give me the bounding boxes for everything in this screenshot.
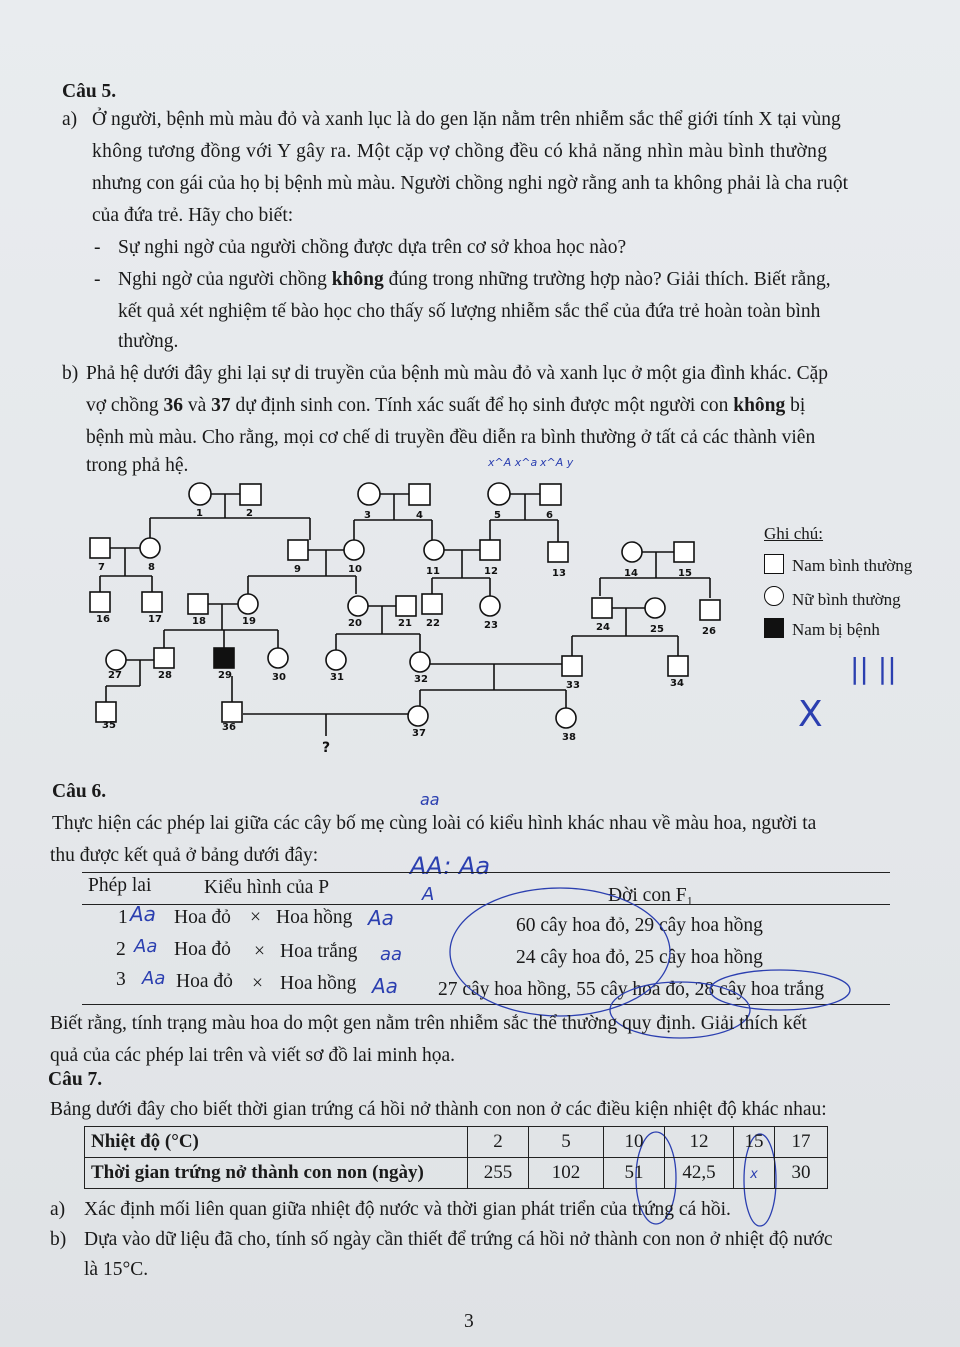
page-number: 3: [464, 1311, 474, 1332]
temp-cell: 17: [775, 1127, 828, 1158]
handwritten-r3-left: Aa: [142, 968, 166, 989]
id-16: 16: [96, 614, 110, 625]
row1-number: 1: [118, 907, 128, 928]
id-10: 10: [348, 564, 362, 575]
days-cell: [734, 1158, 775, 1189]
handwritten-cross: X: [798, 694, 823, 735]
id-34: 34: [670, 678, 684, 689]
id-3: 3: [364, 510, 371, 521]
q5b-line-2: vợ chồng 36 và 37 dự định sinh con. Tính xác suất để họ sinh được một người con không bị: [86, 395, 806, 416]
legend-male-normal: Nam bình thường: [792, 556, 913, 575]
id-33: 33: [566, 680, 580, 691]
handwritten-r2-left: Aa: [134, 936, 158, 957]
temp-cell: 15: [734, 1127, 775, 1158]
row2-cross: ×: [254, 941, 265, 962]
row3-number: 3: [116, 969, 126, 990]
id-35: 35: [102, 720, 116, 731]
q6-after-line-1: Biết rằng, tính trạng màu hoa do một gen nằm trên nhiễm sắc thể thường quy định. Giải thích kết: [50, 1013, 807, 1034]
handwritten-AA-Aa: AA: Aa: [410, 852, 491, 880]
question-7-title: Câu 7.: [48, 1069, 103, 1090]
col-header-parents: Kiểu hình của P: [204, 877, 330, 898]
id-13: 13: [552, 568, 566, 579]
id-5: 5: [494, 510, 501, 521]
row3-parent1: Hoa đỏ: [176, 971, 233, 992]
col-header-cross: Phép lai: [88, 875, 152, 896]
q7-part-a-label: a): [50, 1199, 66, 1220]
id-38: 38: [562, 732, 576, 743]
days-cell: 42,5: [665, 1158, 734, 1189]
row3-cross: ×: [252, 973, 263, 994]
handwritten-marks: || ||: [850, 652, 897, 685]
id-19: 19: [242, 616, 256, 627]
q7-part-b-line-1: Dựa vào dữ liệu đã cho, tính số ngày cần thiết để trứng cá hồi nở thành con non ở nhiệt độ nước: [84, 1229, 833, 1250]
handwritten-A: A: [422, 884, 435, 905]
q5a-line-1: Ở người, bệnh mù màu đỏ và xanh lục là do gen lặn nằm trên nhiễm sắc thể giới tính X tại vùng: [92, 109, 841, 130]
row1-cross: ×: [250, 907, 261, 928]
row3-offspring: 27 cây hoa hồng, 55 cây hoa đỏ, 28 cây hoa trắng: [438, 979, 825, 1000]
id-12: 12: [484, 566, 498, 577]
id-7: 7: [98, 562, 105, 573]
question-mark: ?: [322, 740, 331, 756]
table-row: [85, 1127, 828, 1158]
id-15: 15: [678, 568, 692, 579]
id-28: 28: [158, 670, 172, 681]
handwritten-r3-right: Aa: [372, 974, 398, 998]
id-29: 29: [218, 670, 232, 681]
id-36: 36: [222, 722, 236, 733]
id-24: 24: [596, 622, 610, 633]
id-4: 4: [416, 510, 423, 521]
row-label-temperature: Nhiệt độ (°C): [85, 1127, 468, 1158]
id-18: 18: [192, 616, 206, 627]
row2-offspring: 24 cây hoa đỏ, 25 cây hoa hồng: [516, 947, 763, 968]
handwritten-r2-right: aa: [380, 944, 403, 965]
q7-part-b-line-2: là 15°C.: [84, 1259, 149, 1280]
row2-parent2: Hoa trắng: [280, 941, 358, 962]
q5a-line-2: không tương đồng với Y gây ra. Một cặp vợ chồng đều có khả năng nhìn màu bình thường: [92, 141, 828, 162]
q6-line-2: thu được kết quả ở bảng dưới đây:: [50, 845, 319, 866]
id-21: 21: [398, 618, 412, 629]
handwritten-note-1: x^A x^a: [488, 456, 538, 469]
row1-parent2: Hoa hồng: [276, 907, 353, 928]
row2-parent1: Hoa đỏ: [174, 939, 231, 960]
id-9: 9: [294, 564, 301, 575]
id-27: 27: [108, 670, 122, 681]
days-cell: 30: [775, 1158, 828, 1189]
row-label-days: Thời gian trứng nở thành con non (ngày): [85, 1158, 468, 1189]
id-6: 6: [546, 510, 553, 521]
handwritten-note-2: x^A y: [540, 456, 574, 469]
salmon-egg-table: [84, 1126, 828, 1189]
id-8: 8: [148, 562, 155, 573]
q5b-line-1: Phả hệ dưới đây ghi lại sự di truyền của bệnh mù màu đỏ và xanh lục ở một gia đình khác. Cặp: [86, 363, 828, 384]
question-6-title: Câu 6.: [52, 781, 107, 802]
legend-title: Ghi chú:: [764, 524, 824, 543]
bullet-dash-2: -: [94, 269, 101, 290]
row2-number: 2: [116, 939, 126, 960]
q6-line-1: Thực hiện các phép lai giữa các cây bố mẹ cùng loài có kiểu hình khác nhau về màu hoa, người ta: [52, 813, 817, 834]
part-b-label: b): [62, 363, 79, 384]
handwritten-r1-right: Aa: [368, 906, 394, 930]
days-cell: 255: [468, 1158, 529, 1189]
legend-female-normal: Nữ bình thường: [792, 590, 901, 609]
days-cell: 102: [529, 1158, 604, 1189]
id-31: 31: [330, 672, 344, 683]
col-header-f1: Đời con F₁: [608, 885, 694, 906]
handwritten-aa-top: aa: [420, 790, 440, 809]
bullet-dash-1: -: [94, 237, 101, 258]
id-11: 11: [426, 566, 440, 577]
q5a-bullet-2: Nghi ngờ của người chồng không đúng trong những trường hợp nào? Giải thích. Biết rằng,: [118, 269, 831, 290]
q5a-bullet-2-line-3: thường.: [118, 331, 179, 352]
q5a-bullet-2-line-2: kết quả xét nghiệm tế bào học cho thấy số lượng nhiễm sắc thể của đứa trẻ hoàn toàn bình: [118, 301, 821, 322]
days-cell: 51: [604, 1158, 665, 1189]
legend-male-affected: Nam bị bệnh: [792, 620, 880, 639]
q5a-line-3: nhưng con gái của họ bị bệnh mù màu. Người chồng nghi ngờ rằng anh ta không phải là cha ruột: [92, 173, 849, 194]
row1-offspring: 60 cây hoa đỏ, 29 cây hoa hồng: [516, 915, 763, 936]
handwritten-15c: x: [750, 1167, 758, 1182]
id-22: 22: [426, 618, 440, 629]
temp-cell: 10: [604, 1127, 665, 1158]
question-5-title: Câu 5.: [62, 81, 117, 102]
q5a-line-4: của đứa trẻ. Hãy cho biết:: [92, 205, 294, 226]
handwritten-r1-left: Aa: [130, 902, 156, 926]
q6-after-line-2: quả của các phép lai trên và viết sơ đồ lai minh họa.: [50, 1045, 456, 1066]
id-1: 1: [196, 508, 203, 519]
id-32: 32: [414, 674, 428, 685]
temp-cell: 5: [529, 1127, 604, 1158]
row1-parent1: Hoa đỏ: [174, 907, 231, 928]
row3-parent2: Hoa hồng: [280, 973, 357, 994]
q7-part-a: Xác định mối liên quan giữa nhiệt độ nước và thời gian phát triển của trứng cá hồi.: [84, 1199, 731, 1220]
id-37: 37: [412, 728, 426, 739]
temp-cell: 12: [665, 1127, 734, 1158]
q5b-line-3: bệnh mù màu. Cho rằng, mọi cơ chế di truyền đều diễn ra bình thường ở tất cả các thành viên: [86, 427, 816, 448]
table-row: [85, 1158, 828, 1189]
q7-line-1: Bảng dưới đây cho biết thời gian trứng cá hồi nở thành con non ở các điều kiện nhiệt độ khác nhau:: [50, 1099, 827, 1120]
id-25: 25: [650, 624, 664, 635]
id-17: 17: [148, 614, 162, 625]
q5a-bullet-1: Sự nghi ngờ của người chồng được dựa trên cơ sở khoa học nào?: [118, 237, 627, 258]
id-23: 23: [484, 620, 498, 631]
id-20: 20: [348, 618, 362, 629]
q5b-line-4: trong phả hệ.: [86, 455, 189, 476]
part-a-label: a): [62, 109, 78, 130]
temp-cell: 2: [468, 1127, 529, 1158]
id-26: 26: [702, 626, 716, 637]
id-14: 14: [624, 568, 638, 579]
q7-part-b-label: b): [50, 1229, 67, 1250]
id-2: 2: [246, 508, 253, 519]
id-30: 30: [272, 672, 286, 683]
